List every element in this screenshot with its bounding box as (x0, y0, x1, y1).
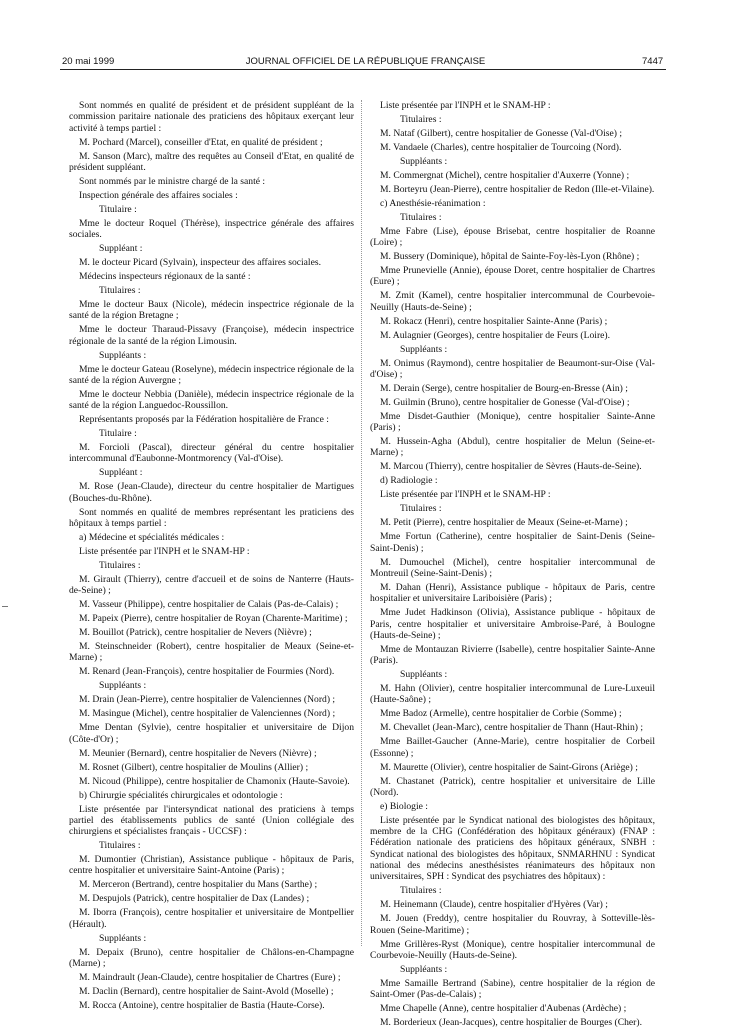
paragraph: M. Borderieux (Jean-Jacques), centre hospitalier de Bourges (Cher). (380, 1017, 642, 1029)
paragraph: Mme Baillet-Gaucher (Anne-Marie), centre hospitalier de Corbeil (Essonne) ; (370, 736, 655, 759)
header-page-number: 7447 (642, 56, 664, 67)
paragraph: Mme Prunevielle (Annie), épouse Doret, centre hospitalier de Chartres (Eure) ; (370, 265, 655, 288)
paragraph: Mme le docteur Roquel (Thérèse), inspectrice générale des affaires sociales. (69, 217, 354, 241)
paragraph: M. Depaix (Bruno), centre hospitalier de Châlons-en-Champagne (Marne) ; (69, 946, 354, 969)
paragraph: M. Rose (Jean-Claude), directeur du centre hospitalier de Martigues (Bouches-du-Rhône). (69, 481, 354, 504)
paragraph: Mme Fortun (Catherine), centre hospitalier de Saint-Denis (Seine-Saint-Denis) ; (370, 531, 655, 554)
paragraph: Liste présentée par l'INPH et le SNAM-HP : (380, 489, 551, 501)
paragraph: M. Bouillot (Patrick), centre hospitalier de Nevers (Nièvre) ; (79, 627, 312, 639)
paragraph: M. Vasseur (Philippe), centre hospitalier de Calais (Pas-de-Calais) ; (79, 599, 339, 611)
column-divider (361, 100, 362, 946)
paragraph: M. Borteyru (Jean-Pierre), centre hospitalier de Redon (Ille-et-Vilaine). (380, 183, 655, 195)
paragraph: M. Guilmin (Bruno), centre hospitalier de Gonesse (Val-d'Oise) ; (380, 396, 630, 408)
paragraph: M. Daclin (Bernard), centre hospitalier de Saint-Avold (Moselle) ; (79, 985, 334, 997)
paragraph: Suppléants : (400, 343, 448, 355)
paragraph: M. Sanson (Marc), maître des requêtes au Conseil d'Etat, en qualité de président suppléant. (69, 150, 354, 173)
paragraph: Titulaires : (99, 559, 141, 571)
paragraph: Inspection générale des affaires sociales : (79, 189, 238, 201)
paragraph: M. Dumouchel (Michel), centre hospitalier intercommunal de Montreuil (Seine-Saint-Denis) ; (370, 556, 655, 579)
paragraph: Mme le docteur Gateau (Roselyne), médecin inspectrice régionale de la santé de la région Auvergne ; (69, 363, 354, 386)
paragraph: Mme Grillères-Ryst (Monique), centre hospitalier intercommunal de Courbevoie-Neuilly (Hauts-de-Seine). (370, 938, 655, 961)
paragraph: Mme le docteur Baux (Nicole), médecin inspectrice régionale de la santé de la région Bretagne ; (69, 299, 354, 322)
paragraph: Suppléants : (99, 932, 147, 944)
paragraph: a) Médecine et spécialités médicales : (79, 531, 225, 543)
paragraph: Mme Disdet-Gauthier (Monique), centre hospitalier Sainte-Anne (Paris) ; (370, 410, 655, 434)
paragraph: M. Rosnet (Gilbert), centre hospitalier de Moulins (Allier) ; (79, 761, 309, 773)
paragraph: Mme le docteur Tharaud-Pissavy (Françoise), médecin inspectrice régionale de la santé de la région Limousin. (69, 324, 354, 347)
paragraph: Mme Judet Hadkinson (Olivia), Assistance publique - hôpitaux de Paris, centre hospitalier et universitaire Ambroise-Paré, à Boulogne (Hauts-de-Seine) ; (370, 607, 655, 641)
right-column (370, 100, 655, 1031)
paragraph: Mme le docteur Nebbia (Danièle), médecin inspectrice régionale de la santé de la région Languedoc-Roussillon. (69, 388, 354, 412)
paragraph: Liste présentée par le Syndicat national des biologistes des hôpitaux, membre de la CHG (Confédération des hôpitaux généraux) (FNAP : Fédération nationale des praticiens des hôpitaux généraux, SNBH : Syndicat national des biologistes des hôpitaux, SNMARHNU : Syndicat national des médecins anesthésistes réanimateurs des hôpitaux non universitaires, SPH : Syndicat des psychiatres des hôpitaux) : (370, 814, 655, 883)
paragraph: Mme Badoz (Armelle), centre hospitalier de Corbie (Somme) ; (380, 708, 622, 720)
paragraph: M. Steinschneider (Robert), centre hospitalier de Meaux (Seine-et-Marne) ; (69, 641, 354, 664)
paragraph: Titulaire : (99, 203, 137, 215)
paragraph: b) Chirurgie spécialités chirurgicales et odontologie : (79, 789, 283, 801)
paragraph: Suppléants : (99, 680, 147, 692)
paragraph: M. Rocca (Antoine), centre hospitalier de Bastia (Haute-Corse). (79, 999, 325, 1011)
paragraph: Titulaires : (99, 840, 141, 852)
paragraph: M. Meunier (Bernard), centre hospitalier de Nevers (Nièvre) ; (79, 747, 317, 759)
paragraph: Titulaires : (400, 885, 442, 897)
paragraph: Titulaires : (400, 503, 442, 515)
paragraph: M. Rokacz (Henri), centre hospitalier Sainte-Anne (Paris) ; (380, 315, 608, 327)
paragraph: M. Merceron (Bertrand), centre hospitalier du Mans (Sarthe) ; (79, 879, 318, 891)
paragraph: M. Marcou (Thierry), centre hospitalier de Sèvres (Hauts-de-Seine). (380, 461, 642, 473)
paragraph: Mme Samaille Bertrand (Sabine), centre hospitalier de la région de Saint-Omer (Pas-de-Calais) ; (370, 977, 655, 1001)
paragraph: M. Renard (Jean-François), centre hospitalier de Fourmies (Nord). (79, 666, 335, 678)
paragraph: M. Maurette (Olivier), centre hospitalier de Saint-Girons (Ariège) ; (380, 761, 638, 773)
paragraph: M. Aulagnier (Georges), centre hospitalier de Feurs (Loire). (380, 329, 610, 341)
paragraph: M. Onimus (Raymond), centre hospitalier de Beaumont-sur-Oise (Val-d'Oise) ; (370, 357, 655, 380)
paragraph: M. Hussein-Agha (Abdul), centre hospitalier de Melun (Seine-et-Marne) ; (370, 436, 655, 459)
paragraph: Titulaire : (99, 428, 137, 440)
paragraph: M. Girault (Thierry), centre d'accueil et de soins de Nanterre (Hauts-de-Seine) ; (69, 573, 354, 597)
paragraph: M. Dahan (Henri), Assistance publique - hôpitaux de Paris, centre hospitalier et universitaire Lariboisière (Paris) ; (370, 581, 655, 605)
paragraph: M. Derain (Serge), centre hospitalier de Bourg-en-Bresse (Ain) ; (380, 382, 628, 394)
paragraph: Suppléant : (99, 243, 143, 255)
paragraph: M. Forcioli (Pascal), directeur général du centre hospitalier intercommunal d'Eaubonne-Montmorency (Val-d'Oise). (69, 442, 354, 465)
paragraph: Sont nommés en qualité de président et de président suppléant de la commission paritaire nationale des praticiens des hôpitaux exerçant leur activité à temps partiel : (69, 100, 354, 134)
left-column (69, 100, 354, 1014)
paragraph: M. Bussery (Dominique), hôpital de Sainte-Foy-lès-Lyon (Rhône) ; (380, 251, 640, 263)
paragraph: M. Hahn (Olivier), centre hospitalier intercommunal de Lure-Luxeuil (Haute-Saône) ; (370, 683, 655, 706)
paragraph: M. Drain (Jean-Pierre), centre hospitalier de Valenciennes (Nord) ; (79, 694, 336, 706)
paragraph: M. Maindrault (Jean-Claude), centre hospitalier de Chartres (Eure) ; (79, 971, 341, 983)
paragraph: Représentants proposés par la Fédération hospitalière de France : (79, 414, 329, 426)
paragraph: Suppléant : (99, 467, 143, 479)
paragraph: Suppléants : (99, 349, 147, 361)
paragraph: M. Papeix (Pierre), centre hospitalier de Royan (Charente-Maritime) ; (79, 613, 348, 625)
paragraph: e) Biologie : (380, 800, 428, 812)
paragraph: Médecins inspecteurs régionaux de la santé : (79, 271, 251, 283)
paragraph: Liste présentée par l'INPH et le SNAM-HP : (380, 100, 551, 111)
paragraph: Sont nommés en qualité de membres représentant les praticiens des hôpitaux à temps partiel : (69, 506, 354, 529)
paragraph: Suppléants : (400, 155, 448, 167)
paragraph: M. Nataf (Gilbert), centre hospitalier de Gonesse (Val-d'Oise) ; (380, 127, 623, 139)
header-rule (60, 69, 666, 70)
paragraph: Liste présentée par l'INPH et le SNAM-HP : (79, 545, 250, 557)
paragraph: Mme Chapelle (Anne), centre hospitalier d'Aubenas (Ardèche) ; (380, 1003, 627, 1015)
paragraph: Titulaires : (400, 113, 442, 125)
paragraph: M. le docteur Picard (Sylvain), inspecteur des affaires sociales. (79, 257, 321, 269)
paragraph: M. Dumontier (Christian), Assistance publique - hôpitaux de Paris, centre hospitalier et universitaire Saint-Antoine (Paris) ; (69, 854, 354, 877)
paragraph: M. Chastanet (Patrick), centre hospitalier et universitaire de Lille (Nord). (370, 775, 655, 798)
paragraph: M. Petit (Pierre), centre hospitalier de Meaux (Seine-et-Marne) ; (380, 517, 628, 529)
header-journal-title: JOURNAL OFFICIEL DE LA RÉPUBLIQUE FRANÇAISE (245, 56, 486, 67)
paragraph: M. Despujols (Patrick), centre hospitalier de Dax (Landes) ; (79, 893, 310, 905)
paragraph: Mme de Montauzan Rivierre (Isabelle), centre hospitalier Sainte-Anne (Paris). (370, 643, 655, 667)
paragraph: d) Radiologie : (380, 475, 438, 487)
paragraph: M. Masingue (Michel), centre hospitalier de Valenciennes (Nord) ; (79, 708, 336, 720)
paragraph: M. Commergnat (Michel), centre hospitalier d'Auxerre (Yonne) ; (380, 169, 630, 181)
paragraph: Titulaires : (99, 285, 141, 297)
paragraph: Liste présentée par l'intersyndicat national des praticiens à temps partiel des établissements publics de santé (Union collégiale des chirurgiens et spécialistes français - UCCSF) : (69, 803, 354, 838)
header-date: 20 mai 1999 (62, 56, 115, 67)
paragraph: Suppléants : (400, 963, 448, 975)
paragraph: Sont nommés par le ministre chargé de la santé : (79, 175, 266, 187)
paragraph: M. Zmit (Kamel), centre hospitalier intercommunal de Courbevoie-Neuilly (Hauts-de-Seine) ; (370, 290, 655, 313)
paragraph: M. Nicoud (Philippe), centre hospitalier de Chamonix (Haute-Savoie). (79, 775, 350, 787)
margin-mark (2, 606, 8, 607)
paragraph: M. Vandaele (Charles), centre hospitalier de Tourcoing (Nord). (380, 141, 622, 153)
paragraph: M. Pochard (Marcel), conseiller d'Etat, en qualité de président ; (79, 136, 323, 148)
paragraph: M. Heinemann (Claude), centre hospitalier d'Hyères (Var) ; (380, 899, 608, 911)
paragraph: Mme Dentan (Sylvie), centre hospitalier et universitaire de Dijon (Côte-d'Or) ; (69, 722, 354, 745)
paragraph: Suppléants : (400, 669, 448, 681)
paragraph: c) Anesthésie-réanimation : (380, 197, 486, 209)
paragraph: M. Iborra (François), centre hospitalier et universitaire de Montpellier (Hérault). (69, 907, 354, 930)
paragraph: Mme Fabre (Lise), épouse Brisebat, centre hospitalier de Roanne (Loire) ; (370, 225, 655, 249)
paragraph: M. Chevallet (Jean-Marc), centre hospitalier de Thann (Haut-Rhin) ; (380, 722, 644, 734)
paragraph: Titulaires : (400, 211, 442, 223)
paragraph: M. Jouen (Freddy), centre hospitalier du Rouvray, à Sotteville-lès-Rouen (Seine-Maritime) ; (370, 913, 655, 936)
